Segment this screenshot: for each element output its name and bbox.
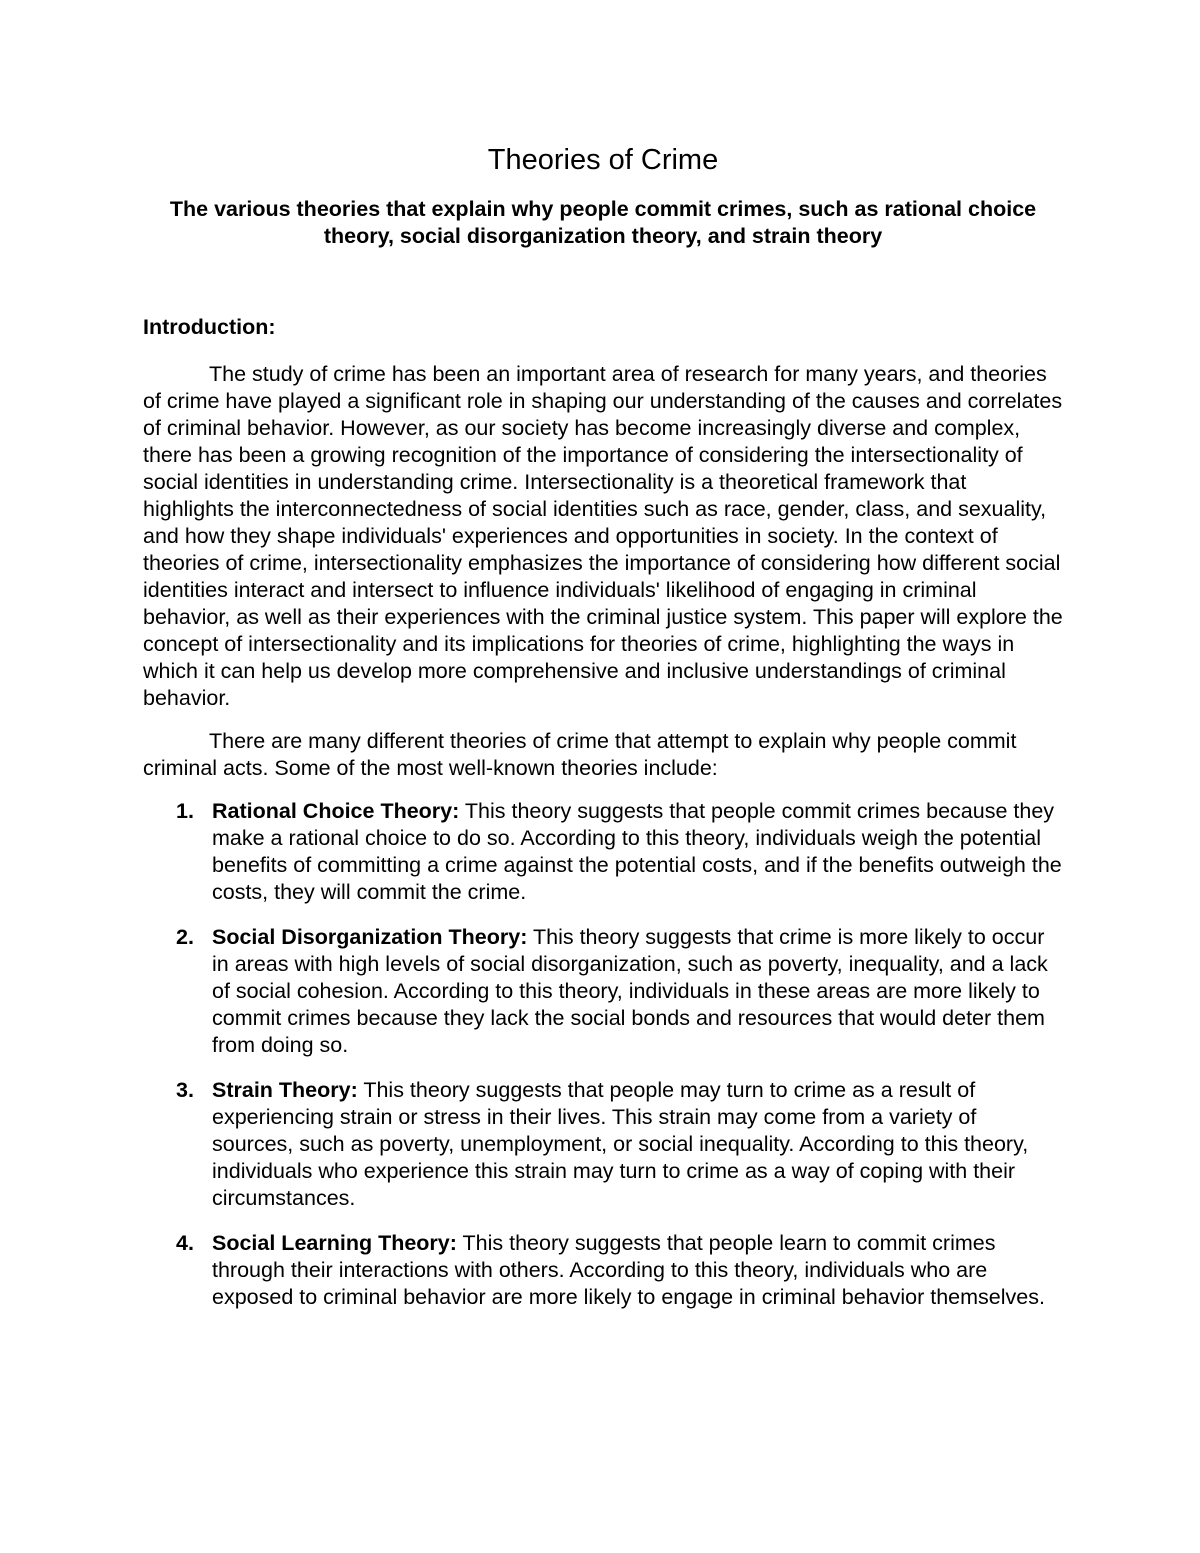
theory-description: This theory suggests that people commit crimes because they make a rational choice to do so. According to this theory, individuals weigh the potential benefits of committing a crime against the potential costs, and if the benefits outweigh the costs, they will commit the crime. bbox=[212, 799, 1062, 904]
theory-list bbox=[143, 798, 1063, 1311]
document-title: Theories of Crime bbox=[487, 144, 719, 176]
theory-description: This theory suggests that people learn to commit crimes through their interactions with others. According to this theory, individuals who are exposed to criminal behavior are more likely to engage in criminal behavior themselves. bbox=[212, 1231, 1045, 1309]
theory-name: Strain Theory: bbox=[212, 1078, 358, 1102]
theory-name: Social Learning Theory: bbox=[212, 1231, 457, 1255]
introduction-heading: Introduction: bbox=[143, 315, 276, 339]
document-subtitle: The various theories that explain why people commit crimes, such as rational choice theory, social disorganization theory, and strain theory bbox=[169, 197, 1037, 248]
list-item bbox=[143, 924, 1063, 1059]
theory-description: This theory suggests that people may turn to crime as a result of experiencing strain or stress in their lives. This strain may come from a variety of sources, such as poverty, unemployment, or social inequality. According to this theory, individuals who experience this strain may turn to crime as a way of coping with their circumstances. bbox=[212, 1078, 1029, 1210]
list-item-number: 2. bbox=[176, 925, 194, 949]
list-item-number: 3. bbox=[176, 1078, 194, 1102]
document-page bbox=[143, 140, 1063, 1329]
list-item bbox=[143, 1230, 1063, 1311]
introduction-paragraph: The study of crime has been an important area of research for many years, and theories of crime have played a significant role in shaping our understanding of the causes and correlates of criminal behavior. However, as our society has become increasingly diverse and complex, there has been a growing recognition of the importance of considering the intersectionality of social identities in understanding crime. Intersectionality is a theoretical framework that highlights the interconnectedness of social identities such as race, gender, class, and sexuality, and how they shape individuals' experiences and opportunities in society. In the context of theories of crime, intersectionality emphasizes the importance of considering how different social identities interact and intersect to influence individuals' likelihood of engaging in criminal behavior, as well as their experiences with the criminal justice system. This paper will explore the concept of intersectionality and its implications for theories of crime, highlighting the ways in which it can help us develop more comprehensive and inclusive understandings of criminal behavior. bbox=[143, 362, 1063, 710]
list-item-number: 4. bbox=[176, 1231, 194, 1255]
theories-lead-paragraph: There are many different theories of crime that attempt to explain why people commit criminal acts. Some of the most well-known theories include: bbox=[143, 729, 1017, 780]
list-item bbox=[143, 1077, 1063, 1212]
list-item-number: 1. bbox=[176, 799, 194, 823]
theory-description: This theory suggests that crime is more likely to occur in areas with high levels of social disorganization, such as poverty, inequality, and a lack of social cohesion. According to this theory, individuals in these areas are more likely to commit crimes because they lack the social bonds and resources that would deter them from doing so. bbox=[212, 925, 1048, 1057]
list-item bbox=[143, 798, 1063, 906]
theory-name: Rational Choice Theory: bbox=[212, 799, 460, 823]
theory-name: Social Disorganization Theory: bbox=[212, 925, 528, 949]
